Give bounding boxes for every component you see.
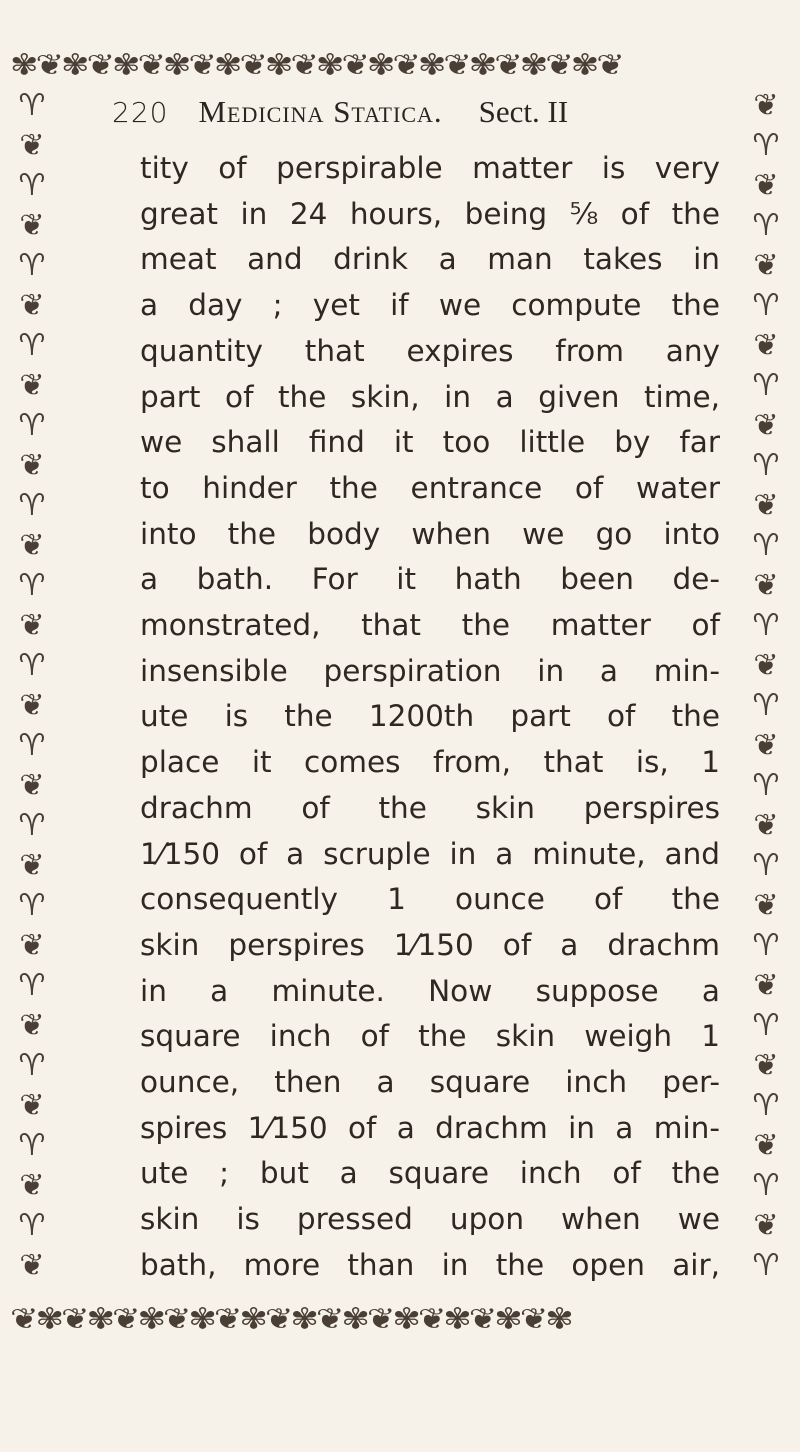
text-line: great in 24 hours, being ⅝ of the	[140, 196, 720, 231]
ornament-row-top: ✾❦✾❦✾❦✾❦✾❦✾❦✾❦✾❦✾❦✾❦✾❦✾❦	[10, 48, 622, 82]
text-line: square inch of the skin weigh 1	[140, 1019, 720, 1054]
text-line: skin is pressed upon when we	[140, 1202, 720, 1237]
ornamental-border-bottom	[10, 1296, 790, 1340]
text-line: quantity that expires from any	[140, 333, 720, 368]
text-line: into the body when we go into	[140, 516, 720, 551]
text-line: skin perspires 1⁄150 of a drachm	[140, 927, 720, 962]
text-line: 1⁄150 of a scruple in a minute, and	[140, 836, 720, 871]
text-line: spires 1⁄150 of a drachm in a min-	[140, 1110, 720, 1145]
running-title: Medicina Statica.	[198, 94, 443, 129]
text-line: drachm of the skin perspires	[140, 790, 720, 825]
text-line: ute is the 1200th part of the	[140, 699, 720, 734]
text-line: to hinder the entrance of water	[140, 470, 720, 505]
text-line: part of the skin, in a given time,	[140, 379, 720, 414]
text-line: bath, more than in the open air,	[140, 1247, 720, 1282]
section-label: Sect. II	[478, 94, 569, 129]
ornamental-border-left	[10, 86, 54, 1300]
body-text	[140, 146, 720, 1289]
running-head	[112, 94, 732, 144]
text-line: place it comes from, that is, 1	[140, 745, 720, 780]
text-line: insensible perspiration in a min-	[140, 653, 720, 688]
ornament-col-left: ♈❦♈❦♈❦♈❦♈❦♈❦♈❦♈❦♈❦♈❦♈❦♈❦♈❦♈❦♈❦	[18, 88, 46, 1283]
ornamental-border-right	[744, 86, 788, 1300]
ornament-col-right: ❦♈❦♈❦♈❦♈❦♈❦♈❦♈❦♈❦♈❦♈❦♈❦♈❦♈❦♈❦♈	[752, 88, 780, 1283]
text-line: meat and drink a man takes in	[140, 242, 720, 277]
text-line: a bath. For it hath been de-	[140, 562, 720, 597]
text-line: monstrated, that the matter of	[140, 608, 720, 643]
ornamental-border-top	[10, 42, 790, 90]
text-line: tity of perspirable matter is very	[140, 151, 720, 185]
ornament-row-bottom: ❦✾❦✾❦✾❦✾❦✾❦✾❦✾❦✾❦✾❦✾❦✾	[10, 1302, 571, 1336]
page-number: 220	[112, 96, 169, 129]
text-line: ounce, then a square inch per-	[140, 1065, 720, 1100]
text-line: consequently 1 ounce of the	[140, 882, 720, 917]
text-line: in a minute. Now suppose a	[140, 973, 720, 1008]
text-line: ute ; but a square inch of the	[140, 1156, 720, 1191]
text-line: a day ; yet if we compute the	[140, 288, 720, 323]
text-line: we shall find it too little by far	[140, 425, 720, 460]
